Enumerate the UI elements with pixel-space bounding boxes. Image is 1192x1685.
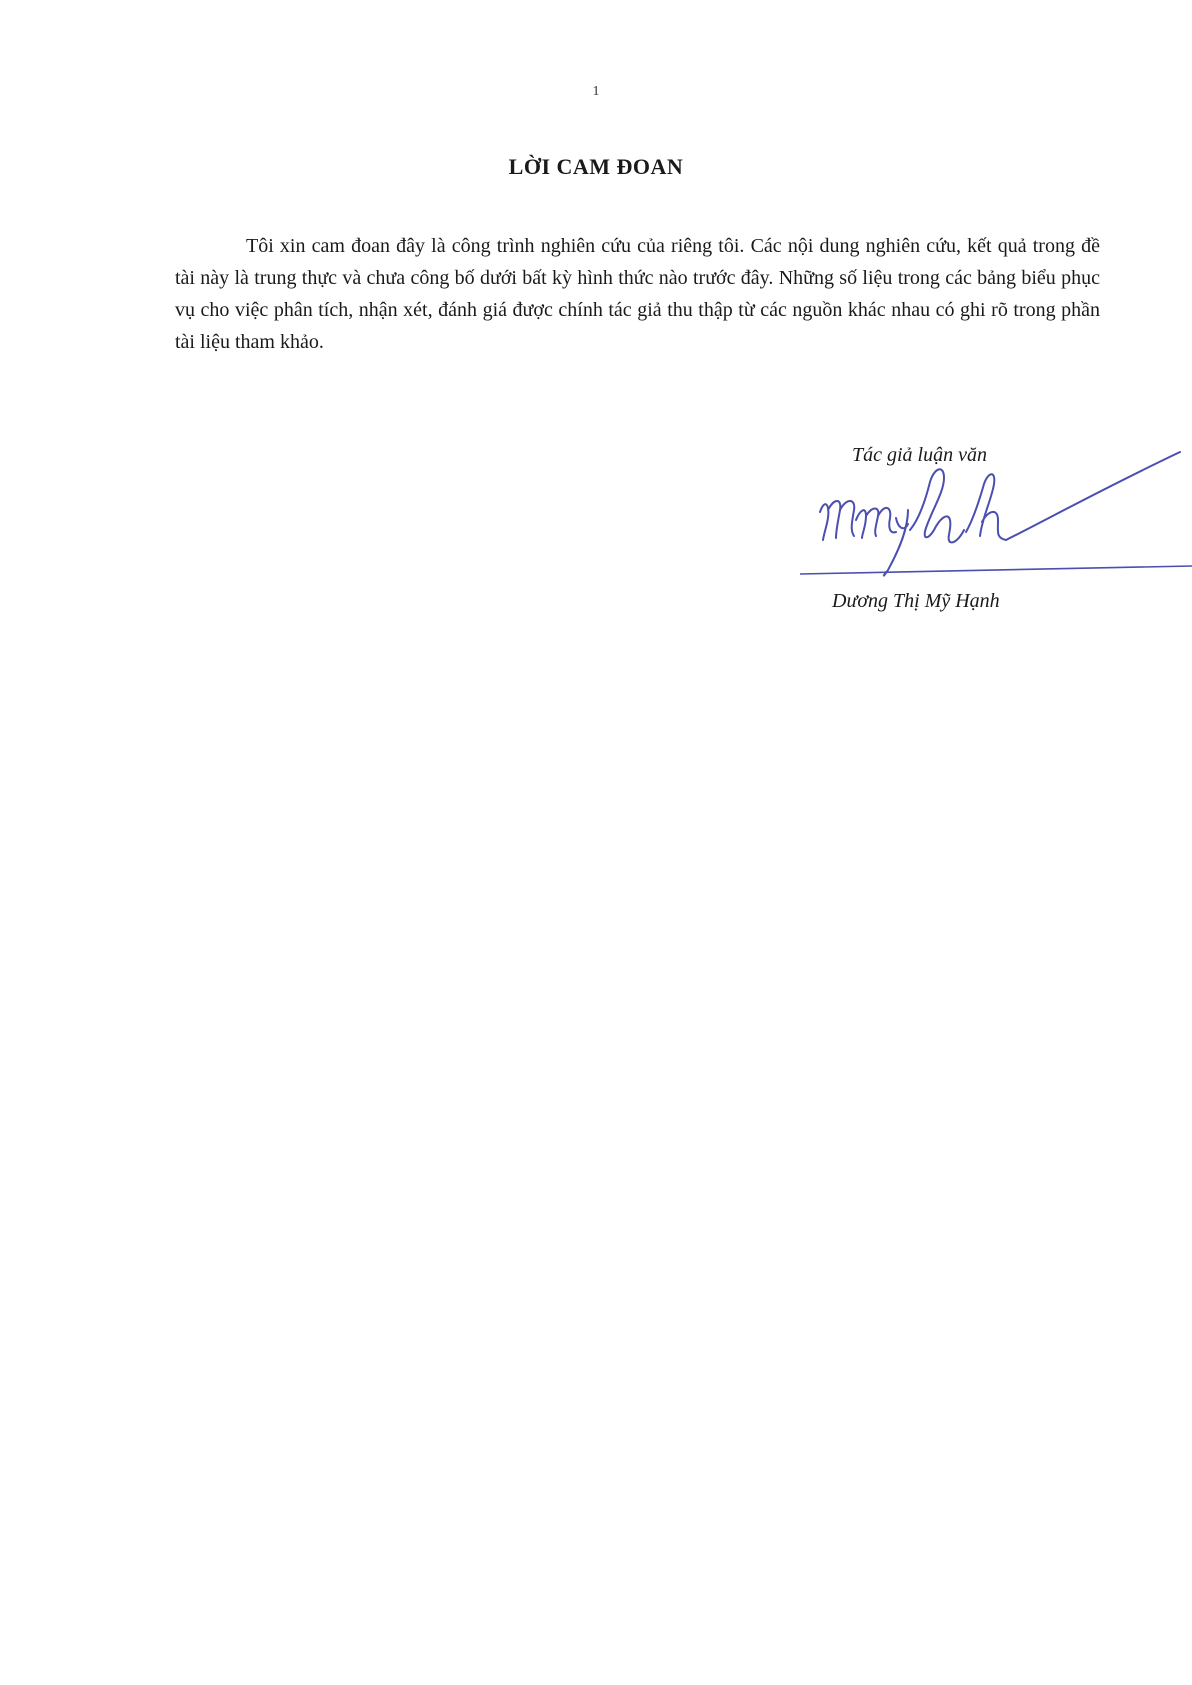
author-name: Dương Thị Mỹ Hạnh (832, 590, 1000, 612)
author-caption: Tác giả luận văn (852, 444, 987, 466)
handwritten-signature (800, 448, 1192, 588)
signature-strokes (820, 452, 1180, 576)
page-number: 1 (592, 84, 600, 99)
signature-underline (800, 566, 1192, 574)
page-title: LỜI CAM ĐOAN (508, 154, 684, 179)
declaration-paragraph: Tôi xin cam đoan đây là công trình nghiên cứu của riêng tôi. Các nội dung nghiên cứu, kết quả trong đề tài này là trung thực và chưa công bố dưới bất kỳ hình thức nào trước đây. Những số liệu trong các bảng biểu phục vụ cho việc phân tích, nhận xét, đánh giá được chính tác giả thu thập từ các nguồn khác nhau có ghi rõ trong phần tài liệu tham khảo. (175, 235, 1100, 353)
